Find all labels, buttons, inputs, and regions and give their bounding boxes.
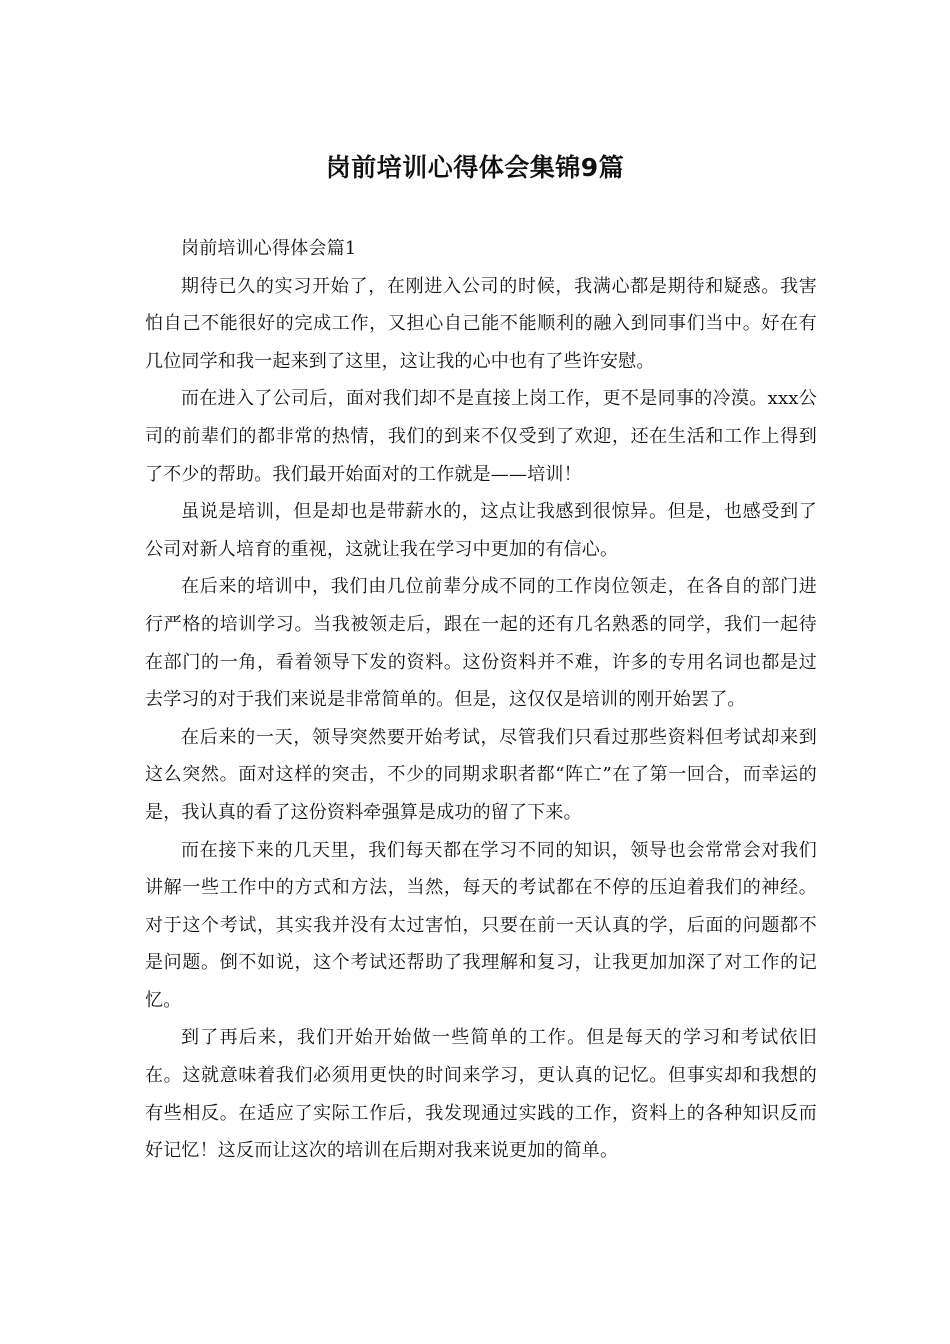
- paragraph-1: 期待已久的实习开始了，在刚进入公司的时候，我满心都是期待和疑惑。我害怕自己不能很好的完成工作，又担心自己能不能顺利的融入到同事们当中。好在有几位同学和我一起来到了这里，这让我的心中也有了些许安慰。: [145, 275, 817, 372]
- document-body: [145, 230, 817, 1170]
- section-heading: 岗前培训心得体会篇1: [181, 238, 357, 259]
- paragraph-4: 在后来的培训中，我们由几位前辈分成不同的工作岗位领走，在各自的部门进行严格的培训学习。当我被领走后，跟在一起的还有几名熟悉的同学，我们一起待在部门的一角，看着领导下发的资料。这份资料并不难，许多的专用名词也都是过去学习的对于我们来说是非常简单的。但是，这仅仅是培训的刚开始罢了。: [145, 576, 817, 711]
- paragraph-6: 而在接下来的几天里，我们每天都在学习不同的知识，领导也会常常会对我们讲解一些工作中的方式和方法，当然，每天的考试都在不停的压迫着我们的神经。对于这个考试，其实我并没有太过害怕，只要在前一天认真的学，后面的问题都不是问题。倒不如说，这个考试还帮助了我理解和复习，让我更加加深了对工作的记忆。: [145, 839, 817, 1011]
- paragraph-7: 到了再后来，我们开始开始做一些简单的工作。但是每天的学习和考试依旧在。这就意味着我们必须用更快的时间来学习，更认真的记忆。但事实却和我想的有些相反。在适应了实际工作后，我发现通过实践的工作，资料上的各种知识反而好记忆！这反而让这次的培训在后期对我来说更加的简单。: [145, 1027, 817, 1162]
- document-title: 岗前培训心得体会集锦9篇: [325, 153, 625, 182]
- paragraph-2: 而在进入了公司后，面对我们却不是直接上岗工作，更不是同事的冷漠。xxx公司的前辈们的都非常的热情，我们的到来不仅受到了欢迎，还在生活和工作上得到了不少的帮助。我们最开始面对的工作就是——培训！: [145, 388, 817, 485]
- paragraph-5: 在后来的一天，领导突然要开始考试，尽管我们只看过那些资料但考试却来到这么突然。面对这样的突击，不少的同期求职者都“阵亡”在了第一回合，而幸运的是，我认真的看了这份资料牵强算是成功的留了下来。: [145, 726, 817, 823]
- paragraph-3: 虽说是培训，但是却也是带薪水的，这点让我感到很惊异。但是，也感受到了公司对新人培育的重视，这就让我在学习中更加的有信心。: [145, 501, 817, 560]
